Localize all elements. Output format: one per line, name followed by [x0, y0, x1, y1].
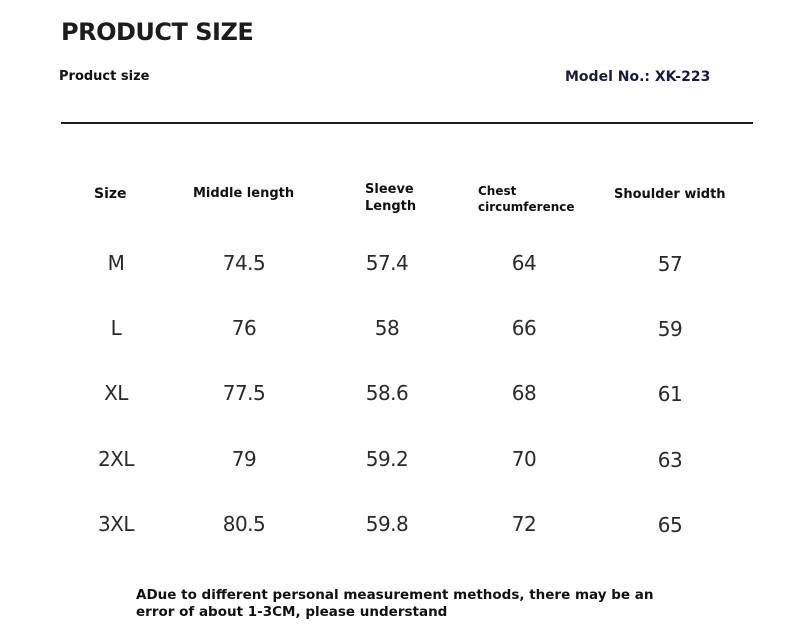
page-title: PRODUCT SIZE: [61, 18, 254, 46]
cell-size: M: [107, 251, 125, 275]
cell-sleeve-length: 59.2: [365, 447, 409, 471]
cell-shoulder-width: 59: [657, 317, 683, 341]
cell-sleeve-length: 58.6: [365, 381, 409, 405]
cell-size: 2XL: [97, 447, 135, 471]
cell-size: 3XL: [97, 512, 135, 536]
cell-sleeve-length: 57.4: [365, 251, 409, 275]
measurement-note: ADue to different personal measurement methods, there may be an error of about 1-3CM, please understand: [136, 587, 654, 620]
cell-shoulder-width: 65: [657, 513, 683, 537]
header-sleeve-length-line1: Sleeve: [365, 182, 414, 197]
cell-size: L: [110, 316, 122, 340]
cell-chest: 72: [511, 512, 537, 536]
cell-size: XL: [104, 381, 128, 405]
cell-middle-length: 80.5: [222, 512, 266, 536]
cell-middle-length: 77.5: [222, 381, 266, 405]
model-number: Model No.: XK-223: [565, 69, 711, 85]
header-size: Size: [94, 186, 127, 202]
cell-chest: 68: [511, 381, 537, 405]
cell-shoulder-width: 63: [657, 448, 683, 472]
cell-middle-length: 74.5: [222, 251, 266, 275]
cell-sleeve-length: 58: [374, 316, 400, 340]
divider: [61, 122, 753, 124]
section-label: Product size: [59, 69, 150, 84]
header-middle-length: Middle length: [193, 186, 295, 201]
header-shoulder-width: Shoulder width: [614, 187, 726, 202]
cell-sleeve-length: 59.8: [365, 512, 409, 536]
cell-chest: 70: [511, 447, 537, 471]
cell-shoulder-width: 61: [657, 382, 683, 406]
cell-middle-length: 79: [231, 447, 257, 471]
cell-middle-length: 76: [231, 316, 257, 340]
cell-chest: 66: [511, 316, 537, 340]
header-chest-line2: circumference: [478, 200, 575, 214]
cell-shoulder-width: 57: [657, 252, 683, 276]
header-chest-line1: Chest: [478, 184, 517, 198]
header-sleeve-length-line2: Length: [365, 199, 417, 214]
cell-chest: 64: [511, 251, 537, 275]
